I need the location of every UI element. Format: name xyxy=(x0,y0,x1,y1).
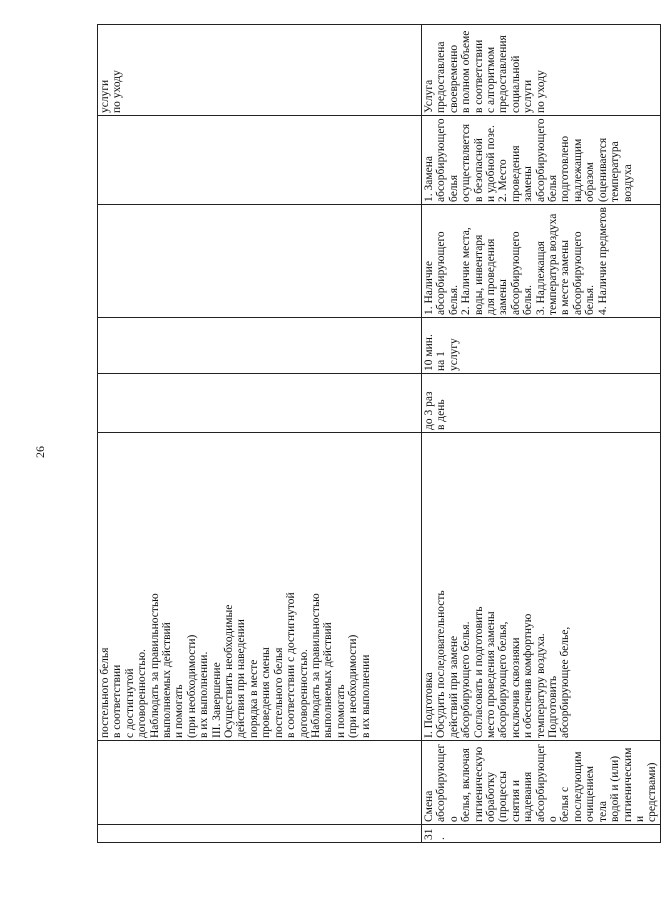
cell-result: Услуга предоставлена своевременно в полном объеме в соответствии с алгоритмом предоставления социальной услуги по уходу xyxy=(422,25,661,116)
table-row-continuation xyxy=(98,25,422,843)
cell-service-name: Смена абсорбирующего белья, включая гигиеническую обработку (процессы снятия и надевания абсорбирующего белья с последующим очищением тела водой и (или) гигиеническими средствами) xyxy=(422,741,661,825)
cell-conditions-empty xyxy=(98,205,422,318)
cell-result-continuation: услуги по уходу xyxy=(98,25,422,116)
cell-quality-empty xyxy=(98,116,422,205)
cell-duration: 10 мин. на 1 услугу xyxy=(422,318,661,374)
cell-quality: 1. Замена абсорбирующего белья осуществляется в безопасной и удобной позе. 2. Место проведения замены абсорбирующего белья подготовлено надлежащим образом (оценивается температура воздуха xyxy=(422,116,661,205)
cell-frequency-empty xyxy=(98,374,422,433)
page-number: 26 xyxy=(33,446,47,458)
table-row-31 xyxy=(422,25,661,843)
service-table-rotated xyxy=(97,25,659,843)
cell-procedure: I. Подготовка Обсудить последовательность действий при замене абсорбирующего белья. Согласовать и подготовить место проведения замены абсорбирующего белья, исключив сквозняки и обеспечив комфортную температуру воздуха. Подготовить абсорбирующее белье, xyxy=(422,433,661,741)
cell-duration-empty xyxy=(98,318,422,374)
service-standards-table xyxy=(97,24,661,843)
cell-row-number: 31. xyxy=(422,825,661,843)
cell-conditions: 1. Наличие абсорбирующего белья. 2. Наличие места, воды, инвентаря для проведения замены абсорбирующего белья. 3. Надлежащая температура воздуха в месте замены абсорбирующего белья. 4. Наличие предметов xyxy=(422,205,661,318)
cell-number-empty xyxy=(98,825,422,843)
cell-frequency: до 3 раз в день xyxy=(422,374,661,433)
cell-procedure-continuation: постельного белья в соответствии с достигнутой договоренностью. Наблюдать за правильностью выполняемых действий и помогать (при необходимости) в их выполнении. III. Завершение Осуществить необходимые действия при наведении порядка в месте проведения смены постельного белья в соответствии с достигнутой договоренностью. Наблюдать за правильностью выполняемых действий и помогать (при необходимости) в их выполнении xyxy=(98,433,422,741)
cell-service-empty xyxy=(98,741,422,825)
